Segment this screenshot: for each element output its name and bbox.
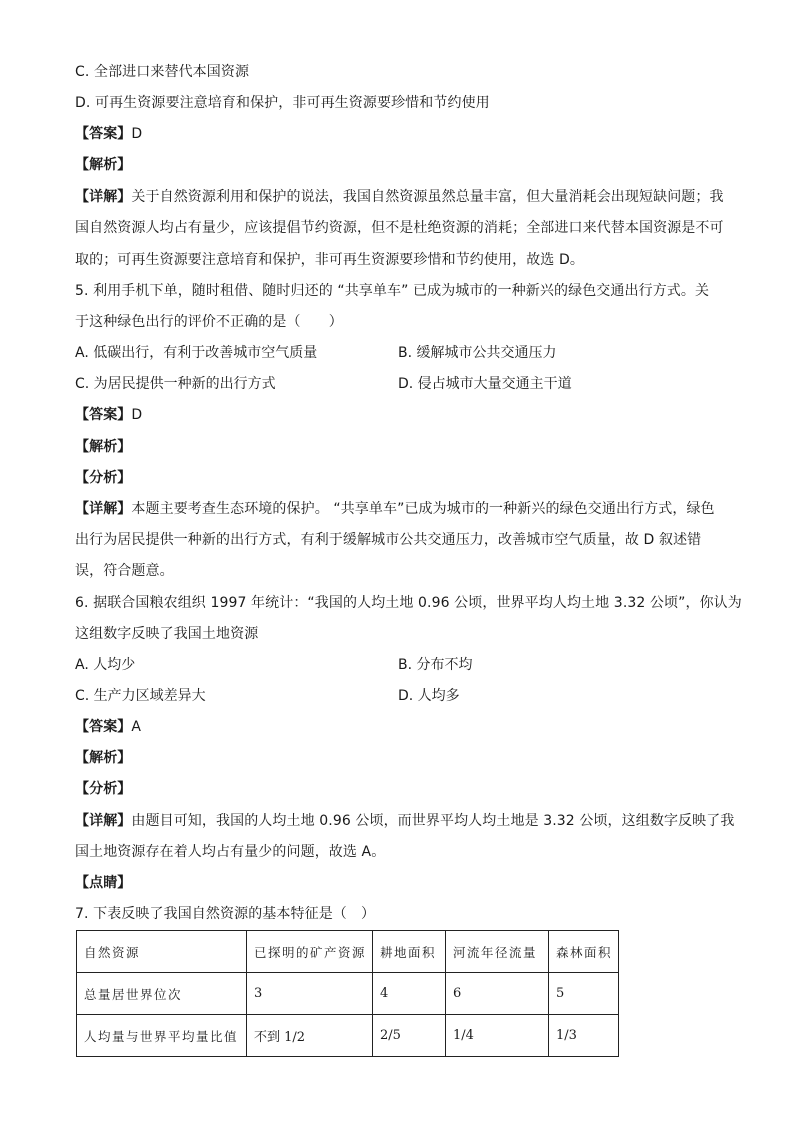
table-cell: 2/5: [373, 1015, 446, 1057]
table-header-cell: 自然资源: [77, 931, 247, 973]
answer-value: A: [131, 719, 142, 735]
q5-analysis-tag: 【解析】: [75, 439, 132, 455]
q5-option-d: D. 侵占城市大量交通主干道: [398, 376, 572, 392]
q6-stem-line-1: 6. 据联合国粮农组织 1997 年统计：“我国的人均土地 0.96 公顷，世界平均人均土地 3.32 公顷”，你认为: [75, 595, 742, 611]
q5-option-b: B. 缓解城市公共交通压力: [398, 345, 557, 361]
table-header-cell: 耕地面积: [373, 931, 446, 973]
answer-tag: 【答案】: [75, 719, 132, 735]
q5-fenxi-tag: 【分析】: [75, 470, 132, 486]
answer-tag: 【答案】: [75, 407, 132, 423]
q4-option-c: C. 全部进口来替代本国资源: [75, 64, 250, 80]
table-cell: 不到 1/2: [247, 1015, 373, 1057]
q6-option-d: D. 人均多: [398, 688, 460, 704]
q5-detail-line-2: 出行为居民提供一种新的出行方式，有利于缓解城市公共交通压力，改善城市空气质量，故 D 叙述错: [75, 532, 702, 548]
q4-analysis-tag: 【解析】: [75, 157, 132, 173]
answer-tag: 【答案】: [75, 126, 132, 142]
q6-dianjing-tag: 【点睛】: [75, 875, 132, 891]
detail-tag: 【详解】: [75, 501, 132, 517]
q5-detail-line-1: 【详解】本题主要考查生态环境的保护。 “共享单车”已成为城市的一种新兴的绿色交通出行方式，绿色: [75, 501, 715, 517]
table-cell: 1/3: [549, 1015, 619, 1057]
answer-value: D: [131, 126, 143, 142]
q4-detail-line-1: 【详解】关于自然资源利用和保护的说法，我国自然资源虽然总量丰富，但大量消耗会出现短缺问题；我: [75, 189, 724, 205]
q5-stem-line-1: 5. 利用手机下单，随时租借、随时归还的 “共享单车” 已成为城市的一种新兴的绿色交通出行方式。关: [75, 283, 710, 299]
table-header-cell: 已探明的矿产资源: [247, 931, 373, 973]
detail-tag: 【详解】: [75, 813, 132, 829]
q5-stem-line-2: 于这种绿色出行的评价不正确的是（ ）: [75, 314, 343, 330]
table-cell: 5: [549, 973, 619, 1015]
q5-detail-line-3: 误，符合题意。: [75, 563, 174, 579]
q6-stem-line-2: 这组数字反映了我国土地资源: [75, 626, 259, 642]
q6-answer: [75, 717, 141, 737]
q6-detail-line-1: 【详解】由题目可知，我国的人均土地 0.96 公顷，而世界平均人均土地是 3.32 公顷，这组数字反映了我: [75, 813, 735, 829]
q6-fenxi-tag: 【分析】: [75, 781, 132, 797]
answer-value: D: [131, 407, 143, 423]
resource-table: [76, 930, 619, 1057]
table-cell: 4: [373, 973, 446, 1015]
q4-detail-line-3: 取的；可再生资源要注意培育和保护，非可再生资源要珍惜和节约使用，故选 D。: [75, 252, 584, 268]
table-header-row: [77, 931, 619, 973]
q6-detail-line-2: 国土地资源存在着人均占有量少的问题，故选 A。: [75, 844, 386, 860]
table-header-cell: 森林面积: [549, 931, 619, 973]
detail-tag: 【详解】: [75, 189, 132, 205]
q7-stem: 7. 下表反映了我国自然资源的基本特征是（ ）: [75, 906, 376, 922]
q6-analysis-tag: 【解析】: [75, 750, 132, 766]
table-row: [77, 1015, 619, 1057]
q6-option-b: B. 分布不均: [398, 657, 473, 673]
table-cell: 3: [247, 973, 373, 1015]
q4-option-d: D. 可再生资源要注意培育和保护，非可再生资源要珍惜和节约使用: [75, 95, 490, 111]
table-header-cell: 河流年径流量: [446, 931, 549, 973]
q4-answer: [75, 124, 142, 144]
q5-option-c: C. 为居民提供一种新的出行方式: [75, 376, 276, 392]
q4-detail-line-2: 国自然资源人均占有量少，应该提倡节约资源，但不是杜绝资源的消耗；全部进口来代替本国资源是不可: [75, 220, 724, 236]
q6-option-c: C. 生产力区域差异大: [75, 688, 206, 704]
q5-option-a: A. 低碳出行，有利于改善城市空气质量: [75, 345, 318, 361]
table-cell: 人均量与世界平均量比值: [77, 1015, 247, 1057]
table-row: [77, 973, 619, 1015]
table-cell: 总量居世界位次: [77, 973, 247, 1015]
table-cell: 6: [446, 973, 549, 1015]
q5-answer: [75, 405, 142, 425]
table-cell: 1/4: [446, 1015, 549, 1057]
q6-option-a: A. 人均少: [75, 657, 136, 673]
